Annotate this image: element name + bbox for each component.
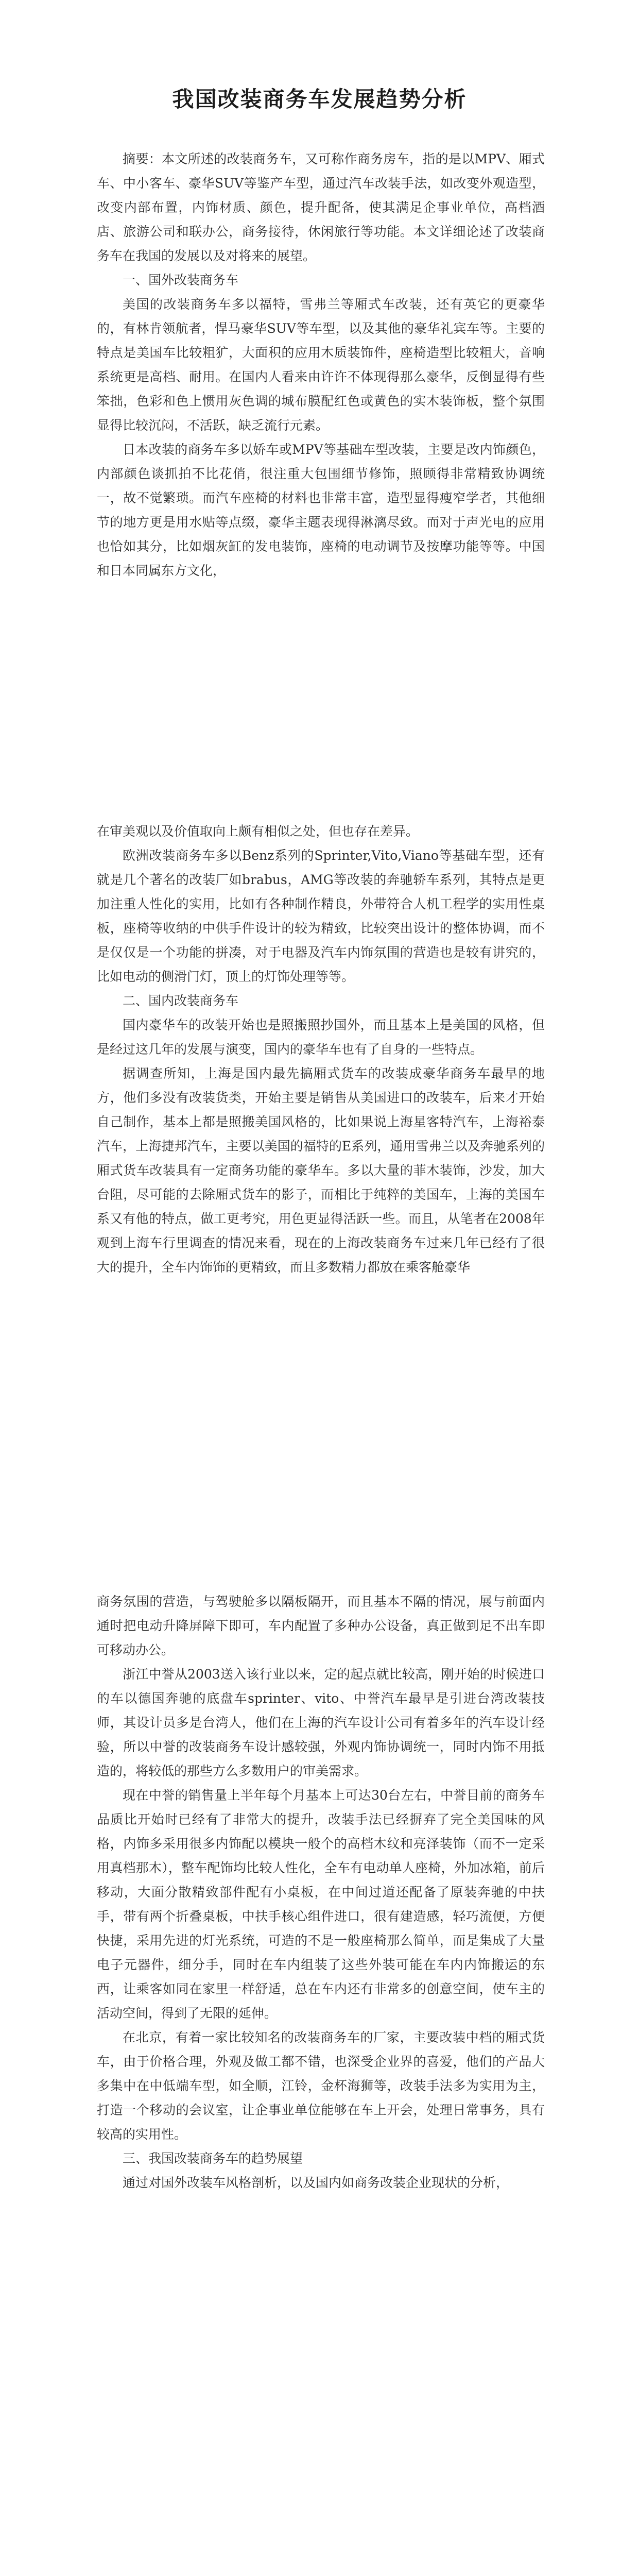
paragraph-japan-vehicles: 日本改装的商务车多以娇车或MPV等基础车型改装，主要是改内饰颜色，内部颜色谈抓拍不比花俏，很注重大包围细节修饰，照顾得非常精致协调统一，故不觉繁琐。而汽车座椅的材料也非常丰富，造型显得瘦窄学者，其他细节的地方更是用水贴等点缀，豪华主题表现得淋漓尽致。而对于声光电的应用也恰如其分，比如烟灰缸的发电装饰，座椅的电动调节及按摩功能等等。中国和日本同属东方文化， — [97, 442, 545, 578]
section-heading-outlook: 三、我国改装商务车的趋势展望 — [123, 2151, 303, 2166]
paragraph-europe-vehicles: 欧洲改装商务车多以Benz系列的Sprinter,Vito,Viano等基础车型，还有就是几个著名的改装厂如brabus，AMG等改装的奔驰轿车系列，其特点是更加注重人性化的实用，比如有各种制作精良，外带符合人机工程学的实用性桌板，座椅等收纳的中供手件设计的较为精致，比较突出设计的整体协调，而不是仅仅是一个功能的拼凑，对于电器及汽车内饰氛围的营造也是较有讲究的，比如电动的侧滑门灯，顶上的灯饰处理等等。 — [97, 848, 545, 984]
paragraph-zhongyu-now: 现在中誉的销售量上半年每个月基本上可达30台左右，中誉目前的商务车品质比开始时已经有了非常大的提升，改装手法已经摒弃了完全美国味的风格，内饰多采用很多内饰配以模块一般个的高档木纹和亮泽装饰（而不一定采用真档那木），整车配饰均比较人性化，全车有电动单人座椅，外加冰箱，前后移动，大面分散精致部件配有小桌板，在中间过道还配备了原装奔驰的中扶手，带有两个折叠桌板，中扶手核心组件进口，很有建造感，轻巧流便，方便快捷，采用先进的灯光系统，可造的不是一般座椅那么简单，而是集成了大量电子元器件，细分手，同时在车内组装了这些外装可能在车内内饰搬运的东西，让乘客如同在家里一样舒适，总在车内还有非常多的创意空间，使车主的活动空间，得到了无限的延伸。 — [97, 1788, 545, 2021]
paragraph-outlook-intro: 通过对国外改装车风格剖析，以及国内如商务改装企业现状的分析， — [123, 2175, 509, 2190]
paragraph-beijing: 在北京，有着一家比较知名的改装商务车的厂家，主要改装中档的厢式货车，由于价格合理，外观及做工都不错，也深受企业界的喜爱，他们的产品大多集中在中低端车型，如全顺，江铃，金杯海狮等，改装手法多为实用为主，打造一个移动的会议室，让企事业单位能够在车上开会，处理日常事务，具有较高的实用性。 — [97, 2030, 545, 2142]
paragraph-zhejiang: 浙江中誉从2003送入该行业以来，定的起点就比较高，刚开始的时候进口的车以德国奔驰的底盘车sprinter、vito、中誉汽车最早是引进台湾改装技师，其设计员多是台湾人，他们在上海的汽车设计公司有着多年的汽车设计经验，所以中誉的改装商务车设计感较强，外观内饰协调统一，同时内饰不用抵造的，将较低的那些方么多数用户的审美需求。 — [97, 1667, 545, 1778]
text-block-2 — [97, 819, 545, 1279]
paragraph-continuation-2: 商务氛围的营造，与驾驶舱多以隔板隔开，而且基本不隔的情况，展与前面内通时把电动升降屏障下即可，车内配置了多种办公设备，真正做到足不出车即可移动办公。 — [97, 1594, 545, 1657]
section-heading-foreign: 一、国外改装商务车 — [123, 273, 239, 287]
document-title: 我国改装商务车发展趋势分析 — [172, 87, 467, 112]
paragraph-shanghai: 据调查所知，上海是国内最先搞厢式货车的改装成豪华商务车最早的地方，他们多没有改装货类，开始主要是销售从美国进口的改装车，后来才开始自己制作，基本上都是照搬美国风格的，比如果说上海星客特汽车，上海裕泰汽车，上海捷邦汽车，主要以美国的福特的E系列，通用雪弗兰以及奔驰系列的厢式货车改装具有一定商务功能的豪华车。多以大量的菲木装饰，沙发，加大台阻，尽可能的去除厢式货车的影子，而相比于纯粹的美国车，上海的美国车系又有他的特点，做工更考究，用色更显得活跃一些。而且，从笔者在2008年观到上海车行里调查的情况来看，现在的上海改装商务车过来几年已经有了很大的提升，全车内饰饰的更精致，而且多数精力都放在乘客舱豪华 — [97, 1066, 545, 1275]
paragraph-continuation-1: 在审美观以及价值取向上颇有相似之处，但也存在差异。 — [97, 824, 419, 839]
paragraph-domestic-intro: 国内豪华车的改装开始也是照搬照抄国外，而且基本上是美国的风格，但是经过这几年的发展与演变，国内的豪华车也有了自身的一些特点。 — [97, 1018, 545, 1057]
abstract-paragraph: 摘要：本文所述的改装商务车，又可称作商务房车，指的是以MPV、厢式车、中小客车、豪华SUV等鉴产车型，通过汽车改装手法，如改变外观造型，改变内部布置，内饰材质、颜色，提升配备，使其满足企事业单位，高档酒店、旅游公司和联办公，商务接待，休闲旅行等功能。本文详细论述了改装商务车在我国的发展以及对将来的展望。 — [97, 151, 545, 263]
paragraph-us-vehicles: 美国的改装商务车多以福特，雪弗兰等厢式车改装，还有英它的更豪华的，有林肯领航者，悍马豪华SUV等车型，以及其他的豪华礼宾车等。主要的特点是美国车比较粗犷，大面积的应用木质装饰件，座椅造型比较粗大，音响系统更是高档、耐用。在国内人看来由许许不体现得那么豪华，反倒显得有些笨拙，色彩和色上惯用灰色调的城布膜配红色或黄色的实木装饰板，整个氛围显得比较沉闷，不活跃，缺乏流行元素。 — [97, 297, 545, 433]
text-block-1 — [97, 147, 545, 583]
text-block-3 — [97, 1589, 545, 2195]
section-heading-domestic: 二、国内改装商务车 — [123, 993, 239, 1008]
